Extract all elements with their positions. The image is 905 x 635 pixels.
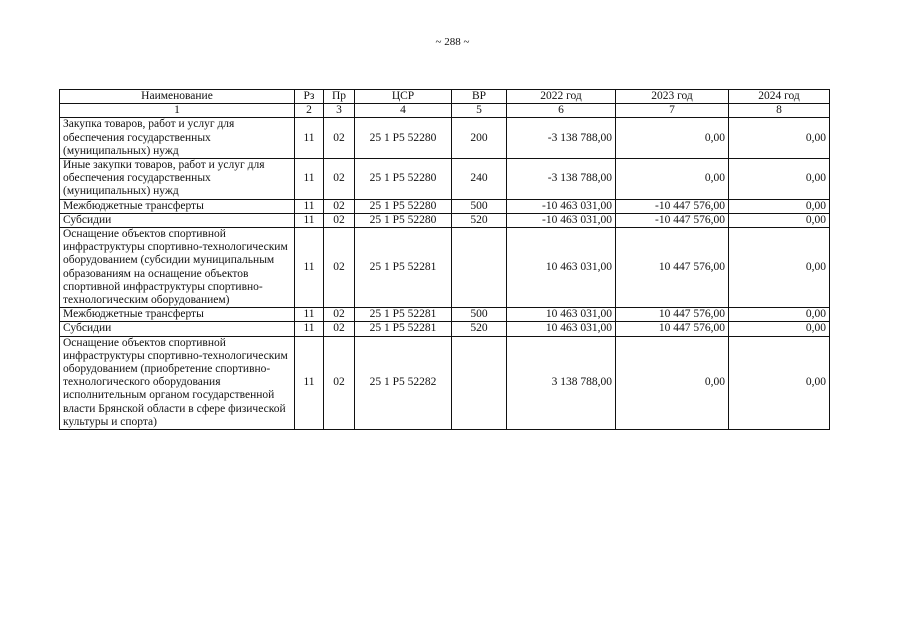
table-row: [60, 228, 830, 308]
row-rz: 11: [295, 228, 324, 308]
table-row: [60, 336, 830, 429]
row-value-2024: 0,00: [729, 118, 830, 159]
table-row: [60, 322, 830, 336]
column-number: 8: [729, 104, 830, 118]
row-value-2023: -10 447 576,00: [616, 199, 729, 213]
row-rz: 11: [295, 118, 324, 159]
table-row: [60, 159, 830, 200]
row-value-2023: 10 447 576,00: [616, 308, 729, 322]
row-name: Оснащение объектов спортивной инфраструктуры спортивно-технологическим оборудованием (субсидии муниципальным образованиям на оснащение объектов спортивной инфраструктуры спортивно-технологическим оборудованием): [60, 228, 295, 308]
column-number: 5: [452, 104, 507, 118]
row-value-2024: 0,00: [729, 159, 830, 200]
row-name: Иные закупки товаров, работ и услуг для обеспечения государственных (муниципальных) нужд: [60, 159, 295, 200]
row-vr: [452, 336, 507, 429]
row-value-2024: 0,00: [729, 336, 830, 429]
row-vr: 500: [452, 199, 507, 213]
row-vr: 520: [452, 322, 507, 336]
table-row: [60, 199, 830, 213]
header-pr: Пр: [324, 90, 355, 104]
row-value-2024: 0,00: [729, 213, 830, 227]
row-pr: 02: [324, 336, 355, 429]
row-value-2022: -10 463 031,00: [507, 213, 616, 227]
row-name: Субсидии: [60, 213, 295, 227]
row-value-2022: -3 138 788,00: [507, 159, 616, 200]
row-value-2022: 10 463 031,00: [507, 308, 616, 322]
row-value-2023: 10 447 576,00: [616, 322, 729, 336]
row-name: Межбюджетные трансферты: [60, 308, 295, 322]
row-name: Межбюджетные трансферты: [60, 199, 295, 213]
row-value-2023: 0,00: [616, 159, 729, 200]
row-name: Субсидии: [60, 322, 295, 336]
row-value-2023: 0,00: [616, 336, 729, 429]
row-pr: 02: [324, 213, 355, 227]
budget-table: [59, 89, 830, 430]
row-vr: 520: [452, 213, 507, 227]
page-number: ~ 288 ~: [435, 36, 470, 48]
row-pr: 02: [324, 118, 355, 159]
column-number: 7: [616, 104, 729, 118]
row-csr: 25 1 Р5 52280: [355, 118, 452, 159]
row-vr: [452, 228, 507, 308]
row-pr: 02: [324, 159, 355, 200]
row-pr: 02: [324, 322, 355, 336]
column-number-row: [60, 104, 830, 118]
row-rz: 11: [295, 308, 324, 322]
row-value-2023: 10 447 576,00: [616, 228, 729, 308]
table-row: [60, 118, 830, 159]
table-row: [60, 308, 830, 322]
row-value-2022: 10 463 031,00: [507, 322, 616, 336]
table-body: [60, 118, 830, 430]
row-pr: 02: [324, 199, 355, 213]
row-value-2023: 0,00: [616, 118, 729, 159]
column-number: 6: [507, 104, 616, 118]
column-number: 3: [324, 104, 355, 118]
row-value-2022: 10 463 031,00: [507, 228, 616, 308]
row-csr: 25 1 Р5 52281: [355, 228, 452, 308]
row-csr: 25 1 Р5 52281: [355, 322, 452, 336]
row-name: Оснащение объектов спортивной инфраструктуры спортивно-технологическим оборудованием (приобретение спортивно-технологического оборудования исполнительным органом государственной власти Брянской области в сфере физической культуры и спорта): [60, 336, 295, 429]
header-row: [60, 90, 830, 104]
row-value-2023: -10 447 576,00: [616, 213, 729, 227]
row-value-2024: 0,00: [729, 199, 830, 213]
column-number: 2: [295, 104, 324, 118]
row-value-2022: -10 463 031,00: [507, 199, 616, 213]
table-row: [60, 213, 830, 227]
row-value-2024: 0,00: [729, 228, 830, 308]
header-name: Наименование: [60, 90, 295, 104]
header-2022: 2022 год: [507, 90, 616, 104]
row-csr: 25 1 Р5 52282: [355, 336, 452, 429]
row-value-2024: 0,00: [729, 308, 830, 322]
column-number: 1: [60, 104, 295, 118]
row-pr: 02: [324, 308, 355, 322]
header-csr: ЦСР: [355, 90, 452, 104]
row-csr: 25 1 Р5 52281: [355, 308, 452, 322]
row-name: Закупка товаров, работ и услуг для обеспечения государственных (муниципальных) нужд: [60, 118, 295, 159]
row-value-2024: 0,00: [729, 322, 830, 336]
row-vr: 240: [452, 159, 507, 200]
row-pr: 02: [324, 228, 355, 308]
row-vr: 200: [452, 118, 507, 159]
column-number: 4: [355, 104, 452, 118]
row-value-2022: -3 138 788,00: [507, 118, 616, 159]
row-csr: 25 1 Р5 52280: [355, 199, 452, 213]
row-rz: 11: [295, 159, 324, 200]
header-rz: Рз: [295, 90, 324, 104]
row-csr: 25 1 Р5 52280: [355, 213, 452, 227]
row-csr: 25 1 Р5 52280: [355, 159, 452, 200]
header-2024: 2024 год: [729, 90, 830, 104]
row-value-2022: 3 138 788,00: [507, 336, 616, 429]
row-rz: 11: [295, 336, 324, 429]
row-rz: 11: [295, 199, 324, 213]
header-vr: ВР: [452, 90, 507, 104]
row-vr: 500: [452, 308, 507, 322]
header-2023: 2023 год: [616, 90, 729, 104]
row-rz: 11: [295, 213, 324, 227]
row-rz: 11: [295, 322, 324, 336]
